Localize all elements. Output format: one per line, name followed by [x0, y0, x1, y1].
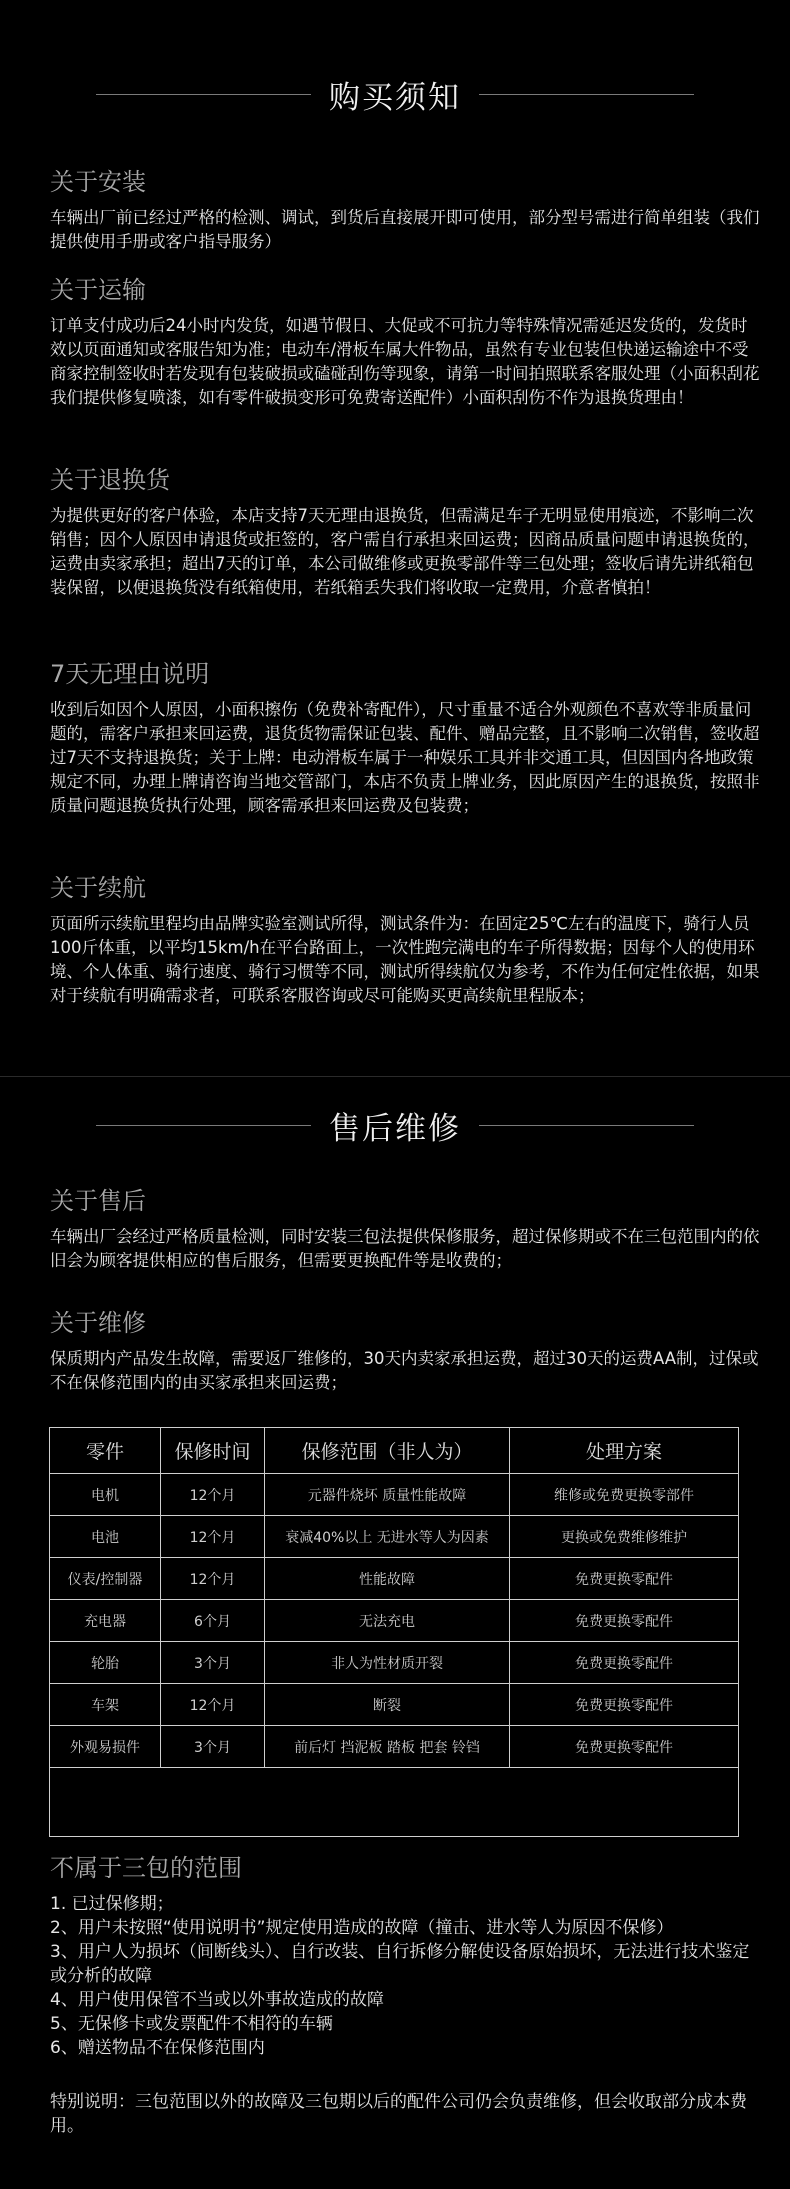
table-cell: 外观易损件	[50, 1726, 161, 1768]
table-cell: 3个月	[161, 1642, 265, 1684]
table-cell: 12个月	[161, 1684, 265, 1726]
install-block	[50, 166, 760, 254]
range-heading: 关于续航	[50, 874, 146, 902]
table-cell: 电池	[50, 1516, 161, 1558]
table-cell: 免费更换零配件	[510, 1684, 739, 1726]
returns-text: 为提供更好的客户体验，本店支持7天无理由退换货，但需满足车子无明显使用痕迹，不影响二次销售；因个人原因申请退货或拒签的，客户需自行承担来回运费；因商品质量问题申请退换货的，运费由卖家承担；超出7天的订单，本公司做维修或更换零部件等三包处理；签收后请先讲纸箱包装保留，以便退换货没有纸箱使用，若纸箱丢失我们将收取一定费用，介意者慎拍！	[50, 506, 760, 597]
table-cell: 12个月	[161, 1474, 265, 1516]
install-text: 车辆出厂前已经过严格的检测、调试，到货后直接展开即可使用，部分型号需进行简单组装（我们提供使用手册或客户指导服务）	[50, 208, 760, 251]
table-cell: 仪表/控制器	[50, 1558, 161, 1600]
table-row	[50, 1558, 739, 1600]
table-cell: 充电器	[50, 1600, 161, 1642]
table-row	[50, 1684, 739, 1726]
list-item: 4、用户使用保管不当或以外事故造成的故障	[50, 1990, 384, 2010]
table-cell: 前后灯 挡泥板 踏板 把套 铃铛	[265, 1726, 510, 1768]
table-header-part: 零件	[50, 1428, 161, 1474]
table-header-period: 保修时间	[161, 1428, 265, 1474]
shipping-heading: 关于运输	[50, 276, 146, 304]
repair-text: 保质期内产品发生故障，需要返厂维修的，30天内卖家承担运费，超过30天的运费AA制，过保或不在保修范围内的由买家承担来回运费；	[50, 1349, 759, 1392]
table-cell: 轮胎	[50, 1642, 161, 1684]
seven-day-block	[50, 658, 760, 818]
table-row	[50, 1642, 739, 1684]
table-cell: 断裂	[265, 1684, 510, 1726]
exclusions-heading: 不属于三包的范围	[50, 1854, 242, 1882]
service-text: 车辆出厂会经过严格质量检测，同时安装三包法提供保修服务，超过保修期或不在三包范围内的依旧会为顾客提供相应的售后服务，但需要更换配件等是收费的；	[50, 1227, 760, 1270]
table-cell: 维修或免费更换零部件	[510, 1474, 739, 1516]
table-cell: 12个月	[161, 1516, 265, 1558]
table-cell: 12个月	[161, 1558, 265, 1600]
table-cell: 元器件烧坏 质量性能故障	[265, 1474, 510, 1516]
aftersale-title-row	[0, 1103, 790, 1148]
table-cell: 电机	[50, 1474, 161, 1516]
service-heading: 关于售后	[50, 1187, 146, 1215]
service-block	[50, 1185, 760, 1273]
seven-day-heading: 7天无理由说明	[50, 660, 210, 688]
seven-day-text: 收到后如因个人原因，小面积擦伤（免费补寄配件），尺寸重量不适合外观颜色不喜欢等非质量问题的，需客户承担来回运费，退货货物需保证包装、配件、赠品完整，且不影响二次销售，签收超过7天不支持退换货；关于上牌：电动滑板车属于一种娱乐工具并非交通工具，但因国内各地政策规定不同，办理上牌请咨询当地交管部门，本店不负责上牌业务，因此原因产生的退换货，按照非质量问题退换货执行处理，顾客需承担来回运费及包装费；	[50, 700, 760, 815]
range-block	[50, 872, 760, 1008]
exclusions-list	[50, 1892, 760, 2060]
title-divider-left	[96, 94, 311, 95]
table-cell: 免费更换零配件	[510, 1642, 739, 1684]
list-item: 1. 已过保修期；	[50, 1894, 174, 1914]
purchase-title: 购买须知	[329, 80, 461, 116]
shipping-block	[50, 274, 760, 410]
table-cell: 免费更换零配件	[510, 1558, 739, 1600]
title-divider-right	[479, 1125, 694, 1126]
table-cell: 6个月	[161, 1600, 265, 1642]
table-cell: 免费更换零配件	[510, 1600, 739, 1642]
returns-heading: 关于退换货	[50, 466, 170, 494]
table-row	[50, 1726, 739, 1768]
title-divider-left	[96, 1125, 311, 1126]
purchase-title-row	[0, 72, 790, 117]
returns-block	[50, 464, 760, 600]
list-item: 6、赠送物品不在保修范围内	[50, 2038, 265, 2058]
table-empty-cell	[50, 1768, 739, 1837]
table-cell: 性能故障	[265, 1558, 510, 1600]
repair-block	[50, 1307, 760, 1395]
table-cell: 无法充电	[265, 1600, 510, 1642]
list-item: 3、用户人为损坏（间断线头）、自行改装、自行拆修分解使设备原始损坏，无法进行技术鉴定或分析的故障	[50, 1942, 750, 1986]
table-cell: 更换或免费维修维护	[510, 1516, 739, 1558]
table-header-solution: 处理方案	[510, 1428, 739, 1474]
shipping-text: 订单支付成功后24小时内发货，如遇节假日、大促或不可抗力等特殊情况需延迟发货的，发货时效以页面通知或客服告知为准；电动车/滑板车属大件物品，虽然有专业包装但快递运输途中不受商家控制签收时若发现有包装破损或磕碰刮伤等现象，请第一时间拍照联系客服处理（小面积刮花我们提供修复喷漆，如有零件破损变形可免费寄送配件）小面积刮伤不作为退换货理由！	[50, 316, 760, 407]
table-header-scope: 保修范围（非人为）	[265, 1428, 510, 1474]
table-row	[50, 1600, 739, 1642]
list-item: 5、无保修卡或发票配件不相符的车辆	[50, 2014, 333, 2034]
special-note-block	[50, 2090, 760, 2138]
table-cell: 衰减40%以上 无进水等人为因素	[265, 1516, 510, 1558]
install-heading: 关于安装	[50, 168, 146, 196]
aftersale-title: 售后维修	[329, 1111, 461, 1147]
repair-heading: 关于维修	[50, 1309, 146, 1337]
list-item: 2、用户未按照“使用说明书”规定使用造成的故障（撞击、进水等人为原因不保修）	[50, 1918, 674, 1938]
range-text: 页面所示续航里程均由品牌实验室测试所得，测试条件为：在固定25℃左右的温度下，骑行人员100斤体重，以平均15km/h在平台路面上，一次性跑完满电的车子所得数据；因每个人的使用环境、个人体重、骑行速度、骑行习惯等不同，测试所得续航仅为参考，不作为任何定性依据，如果对于续航有明确需求者，可联系客服咨询或尽可能购买更高续航里程版本；	[50, 914, 760, 1005]
table-header-row	[50, 1428, 739, 1474]
exclusions-block	[50, 1852, 760, 2060]
table-cell: 免费更换零配件	[510, 1726, 739, 1768]
table-cell: 非人为性材质开裂	[265, 1642, 510, 1684]
title-divider-right	[479, 94, 694, 95]
warranty-table	[49, 1427, 739, 1837]
table-cell: 3个月	[161, 1726, 265, 1768]
purchase-notice-section	[0, 0, 790, 1076]
aftersale-section	[0, 1076, 790, 2189]
table-row	[50, 1474, 739, 1516]
table-cell: 车架	[50, 1684, 161, 1726]
table-empty-row	[50, 1768, 739, 1837]
table-row	[50, 1516, 739, 1558]
special-note: 特别说明：三包范围以外的故障及三包期以后的配件公司仍会负责维修，但会收取部分成本费用。	[50, 2092, 747, 2136]
